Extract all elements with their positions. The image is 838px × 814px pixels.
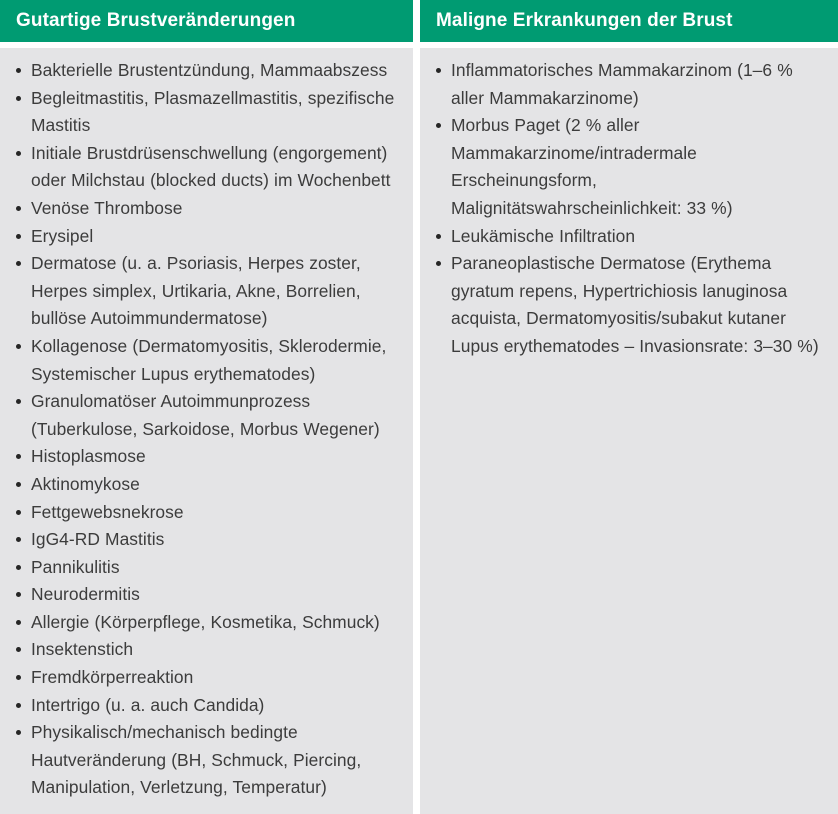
column-divider-body (413, 48, 420, 814)
column-divider (413, 0, 420, 42)
list-item: Fettgewebsnekrose (12, 499, 401, 527)
list-item: Insektenstich (12, 636, 401, 664)
column-header-benign: Gutartige Brustveränderungen (0, 0, 413, 42)
malignant-conditions-list (432, 57, 826, 361)
cell-malignant (420, 48, 838, 814)
list-item: Leukämische Infiltration (432, 223, 826, 251)
benign-conditions-list (12, 57, 401, 802)
list-item: Physikalisch/mechanisch bedingte Hautveränderung (BH, Schmuck, Piercing, Manipulation, Verletzung, Temperatur) (12, 719, 401, 802)
column-header-malignant: Maligne Erkrankungen der Brust (420, 0, 838, 42)
list-item: Allergie (Körperpflege, Kosmetika, Schmuck) (12, 609, 401, 637)
list-item: Fremdkörperreaktion (12, 664, 401, 692)
table-body-row (0, 48, 838, 814)
list-item: Intertrigo (u. a. auch Candida) (12, 692, 401, 720)
list-item: Granulomatöser Autoimmunprozess (Tuberkulose, Sarkoidose, Morbus Wegener) (12, 388, 401, 443)
list-item: IgG4-RD Mastitis (12, 526, 401, 554)
list-item: Kollagenose (Dermatomyositis, Sklerodermie, Systemischer Lupus erythematodes) (12, 333, 401, 388)
list-item: Inflammatorisches Mammakarzinom (1–6 % aller Mammakarzinome) (432, 57, 826, 112)
list-item: Pannikulitis (12, 554, 401, 582)
list-item: Histoplasmose (12, 443, 401, 471)
list-item: Dermatose (u. a. Psoriasis, Herpes zoster, Herpes simplex, Urtikaria, Akne, Borrelien, bullöse Autoimmundermatose) (12, 250, 401, 333)
list-item: Aktinomykose (12, 471, 401, 499)
list-item: Paraneoplastische Dermatose (Erythema gyratum repens, Hypertrichiosis lanuginosa acquista, Dermatomyositis/subakut kutaner Lupus erythematodes – Invasionsrate: 3–30 %) (432, 250, 826, 360)
list-item: Morbus Paget (2 % aller Mammakarzinome/intradermale Erscheinungsform, Malignitätswahrscheinlichkeit: 33 %) (432, 112, 826, 222)
cell-benign (0, 48, 413, 814)
list-item: Initiale Brustdrüsenschwellung (engorgement) oder Milchstau (blocked ducts) im Wochenbett (12, 140, 401, 195)
list-item: Venöse Thrombose (12, 195, 401, 223)
list-item: Neurodermitis (12, 581, 401, 609)
list-item: Bakterielle Brustentzündung, Mammaabszess (12, 57, 401, 85)
list-item: Begleitmastitis, Plasmazellmastitis, spezifische Mastitis (12, 85, 401, 140)
table-header-row (0, 0, 838, 42)
list-item: Erysipel (12, 223, 401, 251)
